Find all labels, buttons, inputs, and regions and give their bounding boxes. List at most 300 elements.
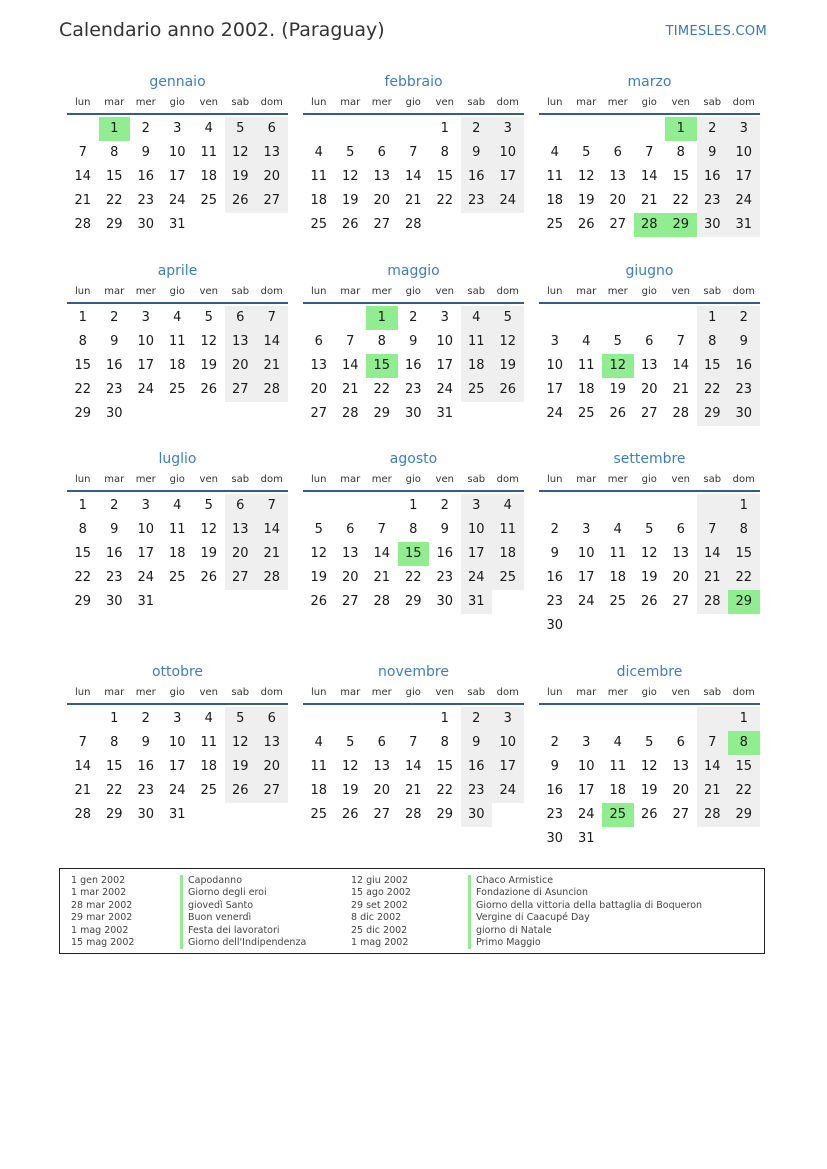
month-name: novembre [378, 664, 449, 680]
day-cell: 9 [110, 334, 119, 349]
weekday-label: ven [199, 474, 218, 485]
day-cell: 4 [204, 121, 213, 136]
day-cell: 20 [310, 382, 328, 397]
weekend-day-cell: 13 [225, 518, 257, 542]
weekend-day-cell: 7 [256, 494, 288, 518]
day-cell: 14 [404, 759, 422, 774]
weekday-label: mar [576, 97, 597, 108]
day-cell: 23 [105, 570, 123, 585]
month-name: febbraio [384, 74, 443, 90]
day-cell: 12 [310, 546, 328, 561]
legend-date: 29 set 2002 [351, 899, 408, 911]
day-cell: 15 [105, 169, 123, 184]
weekday-label: mer [135, 474, 156, 485]
weekend-day-cell: 22 [697, 378, 729, 402]
day-cell: 7 [645, 145, 654, 160]
day-cell: 30 [137, 807, 155, 822]
holiday-day-cell: 29 [728, 590, 760, 614]
day-cell: 17 [168, 759, 186, 774]
day-cell: 29 [373, 406, 391, 421]
weekday-label: dom [260, 97, 283, 108]
weekday-label: mar [340, 97, 361, 108]
day-cell: 19 [341, 193, 359, 208]
day-cell: 4 [173, 498, 182, 513]
day-cell: 9 [141, 145, 150, 160]
holiday-day-cell: 15 [366, 354, 398, 378]
day-cell: 31 [436, 406, 454, 421]
day-empty [539, 707, 571, 731]
day-cell: 13 [640, 358, 658, 373]
day-cell: 4 [204, 711, 213, 726]
day-cell: 12 [200, 522, 218, 537]
weekday-label: gio [641, 286, 657, 297]
day-cell: 8 [409, 522, 418, 537]
day-cell: 7 [377, 522, 386, 537]
weekend-day-cell: 15 [728, 542, 760, 566]
weekday-label: ven [435, 286, 454, 297]
day-cell: 15 [436, 169, 454, 184]
day-cell: 29 [436, 807, 454, 822]
day-cell: 22 [404, 570, 422, 585]
day-cell: 26 [640, 594, 658, 609]
month-name: aprile [157, 263, 198, 279]
day-cell: 16 [105, 546, 123, 561]
day-empty [539, 306, 571, 330]
weekend-day-cell: 23 [728, 378, 760, 402]
holiday-day-cell: 28 [634, 213, 666, 237]
day-cell: 16 [546, 783, 564, 798]
weekday-label: lun [311, 97, 327, 108]
day-cell: 18 [310, 193, 328, 208]
day-cell: 6 [377, 145, 386, 160]
day-cell: 23 [404, 382, 422, 397]
day-cell: 12 [577, 169, 595, 184]
weekday-label: ven [435, 474, 454, 485]
day-cell: 7 [409, 735, 418, 750]
day-cell: 12 [341, 759, 359, 774]
day-cell: 21 [404, 783, 422, 798]
weekday-label: gio [641, 474, 657, 485]
day-grid [303, 304, 524, 426]
month-aprile [67, 260, 288, 426]
day-empty [366, 117, 398, 141]
day-cell: 27 [341, 594, 359, 609]
weekend-day-cell: 12 [492, 330, 524, 354]
day-grid [67, 492, 288, 614]
day-cell: 31 [137, 594, 155, 609]
legend-holiday-name: Giorno dell'Indipendenza [180, 937, 306, 949]
weekend-day-cell: 4 [492, 494, 524, 518]
day-cell: 26 [200, 382, 218, 397]
weekday-label: gio [169, 286, 185, 297]
day-cell: 14 [74, 759, 92, 774]
day-cell: 14 [74, 169, 92, 184]
holiday-day-cell: 15 [398, 542, 430, 566]
day-cell: 26 [341, 217, 359, 232]
day-cell: 3 [141, 310, 150, 325]
day-cell: 29 [105, 807, 123, 822]
day-cell: 8 [440, 145, 449, 160]
weekend-day-cell: 13 [225, 330, 257, 354]
day-cell: 3 [173, 711, 182, 726]
legend-date: 15 ago 2002 [351, 887, 411, 899]
day-cell: 5 [613, 334, 622, 349]
day-cell: 11 [168, 334, 186, 349]
day-cell: 3 [582, 522, 591, 537]
weekday-label: dom [732, 97, 755, 108]
day-cell: 2 [110, 498, 119, 513]
weekday-label: mar [576, 687, 597, 698]
day-cell: 2 [550, 522, 559, 537]
day-cell: 13 [672, 759, 690, 774]
day-grid [539, 304, 760, 426]
weekend-day-cell: 30 [697, 213, 729, 237]
day-cell: 22 [105, 193, 123, 208]
brand-link[interactable]: TIMESLES.COM [665, 24, 767, 39]
day-cell: 1 [78, 310, 87, 325]
weekday-label: mer [371, 687, 392, 698]
weekend-day-cell: 24 [492, 779, 524, 803]
day-cell: 11 [546, 169, 564, 184]
day-empty [67, 117, 99, 141]
day-empty [634, 494, 666, 518]
holiday-legend [59, 868, 765, 954]
day-grid [539, 115, 760, 237]
legend-holiday-name: giorno di Natale [468, 925, 702, 937]
day-cell: 3 [582, 735, 591, 750]
day-cell: 15 [672, 169, 690, 184]
weekend-day-cell: 30 [461, 803, 493, 827]
day-cell: 25 [168, 570, 186, 585]
day-cell: 2 [110, 310, 119, 325]
weekday-header [303, 683, 524, 705]
legend-holiday-name: Festa dei lavoratori [180, 925, 306, 937]
day-cell: 18 [168, 546, 186, 561]
day-cell: 7 [78, 145, 87, 160]
weekend-day-cell: 3 [728, 117, 760, 141]
weekday-label: gio [405, 286, 421, 297]
weekend-day-cell: 1 [697, 306, 729, 330]
day-cell: 9 [110, 522, 119, 537]
day-cell: 19 [609, 382, 627, 397]
day-cell: 10 [577, 546, 595, 561]
weekday-label: sab [231, 687, 250, 698]
day-cell: 17 [168, 169, 186, 184]
day-cell: 23 [546, 594, 564, 609]
weekend-day-cell: 23 [461, 779, 493, 803]
weekend-day-cell: 11 [492, 518, 524, 542]
day-cell: 21 [640, 193, 658, 208]
month-giugno [539, 260, 760, 426]
weekday-label: mer [135, 286, 156, 297]
day-cell: 12 [640, 546, 658, 561]
weekend-day-cell: 16 [461, 165, 493, 189]
day-cell: 25 [577, 406, 595, 421]
day-empty [335, 306, 367, 330]
day-cell: 4 [314, 145, 323, 160]
day-cell: 10 [577, 759, 595, 774]
day-empty [602, 117, 634, 141]
day-cell: 28 [74, 807, 92, 822]
day-cell: 5 [346, 735, 355, 750]
weekday-label: lun [547, 687, 563, 698]
weekday-label: mar [104, 286, 125, 297]
weekend-day-cell: 5 [225, 707, 257, 731]
weekend-day-cell: 19 [225, 165, 257, 189]
day-grid [539, 492, 760, 638]
weekend-day-cell: 23 [461, 189, 493, 213]
weekday-label: mer [371, 286, 392, 297]
weekend-day-cell: 6 [225, 494, 257, 518]
weekend-day-cell: 17 [492, 165, 524, 189]
day-cell: 19 [200, 546, 218, 561]
day-empty [571, 306, 603, 330]
day-cell: 9 [550, 759, 559, 774]
month-name: ottobre [151, 664, 204, 680]
weekday-label: gio [405, 97, 421, 108]
day-cell: 5 [314, 522, 323, 537]
day-cell: 27 [672, 807, 690, 822]
day-cell: 22 [74, 382, 92, 397]
day-cell: 25 [310, 217, 328, 232]
day-empty [335, 494, 367, 518]
day-cell: 8 [377, 334, 386, 349]
weekend-day-cell: 1 [728, 707, 760, 731]
month-febbraio [303, 71, 524, 237]
day-cell: 26 [640, 807, 658, 822]
day-cell: 3 [173, 121, 182, 136]
month-gennaio [67, 71, 288, 237]
weekend-day-cell: 17 [728, 165, 760, 189]
day-cell: 11 [200, 735, 218, 750]
weekday-header [67, 93, 288, 115]
day-empty [634, 306, 666, 330]
day-cell: 23 [105, 382, 123, 397]
weekend-day-cell: 2 [728, 306, 760, 330]
day-cell: 25 [200, 783, 218, 798]
weekend-day-cell: 16 [697, 165, 729, 189]
weekday-label: lun [547, 97, 563, 108]
month-ottobre [67, 661, 288, 827]
weekend-day-cell: 27 [256, 779, 288, 803]
weekend-day-cell: 26 [225, 779, 257, 803]
weekend-day-cell: 25 [461, 378, 493, 402]
weekend-day-cell: 23 [697, 189, 729, 213]
day-empty [665, 707, 697, 731]
day-cell: 26 [200, 570, 218, 585]
day-empty [539, 117, 571, 141]
weekday-label: gio [169, 474, 185, 485]
weekday-label: mer [135, 97, 156, 108]
weekday-label: dom [732, 286, 755, 297]
legend-holiday-name: Fondazione di Asuncion [468, 887, 702, 899]
day-cell: 6 [314, 334, 323, 349]
day-cell: 9 [409, 334, 418, 349]
day-cell: 4 [550, 145, 559, 160]
day-cell: 4 [582, 334, 591, 349]
month-name: maggio [387, 263, 440, 279]
day-empty [602, 707, 634, 731]
day-cell: 10 [546, 358, 564, 373]
day-cell: 1 [440, 121, 449, 136]
day-cell: 25 [310, 807, 328, 822]
legend-holiday-name: Buon venerdì [180, 912, 306, 924]
holiday-day-cell: 12 [602, 354, 634, 378]
weekend-day-cell: 10 [461, 518, 493, 542]
weekday-header [539, 683, 760, 705]
month-settembre [539, 448, 760, 638]
weekday-label: mar [576, 286, 597, 297]
month-agosto [303, 448, 524, 614]
day-cell: 31 [168, 217, 186, 232]
day-cell: 6 [676, 522, 685, 537]
day-empty [366, 494, 398, 518]
day-grid [303, 705, 524, 827]
weekday-label: mar [104, 474, 125, 485]
day-cell: 3 [550, 334, 559, 349]
day-empty [303, 494, 335, 518]
day-cell: 14 [404, 169, 422, 184]
weekday-label: lun [75, 97, 91, 108]
day-grid [67, 115, 288, 237]
weekend-day-cell: 12 [225, 141, 257, 165]
day-cell: 17 [577, 783, 595, 798]
day-cell: 3 [440, 310, 449, 325]
day-cell: 29 [74, 594, 92, 609]
day-cell: 20 [640, 382, 658, 397]
day-cell: 1 [110, 711, 119, 726]
weekday-label: lun [547, 286, 563, 297]
day-cell: 20 [373, 783, 391, 798]
holiday-day-cell: 29 [665, 213, 697, 237]
day-cell: 19 [577, 193, 595, 208]
weekday-label: gio [641, 687, 657, 698]
day-grid [67, 705, 288, 827]
weekend-day-cell: 14 [697, 755, 729, 779]
weekend-day-cell: 16 [728, 354, 760, 378]
weekend-day-cell: 19 [492, 354, 524, 378]
day-cell: 13 [672, 546, 690, 561]
legend-date: 1 mag 2002 [71, 924, 129, 936]
day-cell: 30 [546, 831, 564, 846]
day-cell: 9 [440, 522, 449, 537]
day-cell: 11 [200, 145, 218, 160]
weekday-label: sab [703, 474, 722, 485]
legend-date: 15 mag 2002 [71, 936, 135, 948]
legend-dates-left [71, 875, 134, 949]
day-cell: 8 [676, 145, 685, 160]
weekend-day-cell: 2 [461, 117, 493, 141]
day-cell: 23 [137, 193, 155, 208]
day-cell: 26 [310, 594, 328, 609]
day-cell: 17 [436, 358, 454, 373]
legend-date: 8 dic 2002 [351, 912, 402, 924]
day-cell: 23 [546, 807, 564, 822]
legend-names-right [468, 875, 702, 949]
day-cell: 19 [310, 570, 328, 585]
weekday-label: dom [260, 687, 283, 698]
day-cell: 9 [550, 546, 559, 561]
weekend-day-cell: 13 [256, 141, 288, 165]
day-empty [303, 707, 335, 731]
day-cell: 12 [341, 169, 359, 184]
day-cell: 2 [409, 310, 418, 325]
weekday-label: lun [547, 474, 563, 485]
holiday-day-cell: 8 [728, 731, 760, 755]
weekday-header [303, 470, 524, 492]
day-cell: 10 [436, 334, 454, 349]
day-cell: 14 [341, 358, 359, 373]
day-cell: 22 [105, 783, 123, 798]
legend-date: 12 giu 2002 [351, 875, 408, 886]
day-cell: 16 [137, 169, 155, 184]
weekday-label: sab [467, 474, 486, 485]
day-cell: 25 [168, 382, 186, 397]
weekend-day-cell: 5 [492, 306, 524, 330]
day-cell: 19 [640, 570, 658, 585]
weekday-header [539, 470, 760, 492]
weekend-day-cell: 27 [225, 378, 257, 402]
weekend-day-cell: 18 [492, 542, 524, 566]
weekend-day-cell: 24 [492, 189, 524, 213]
day-cell: 30 [137, 217, 155, 232]
day-cell: 8 [110, 735, 119, 750]
weekend-day-cell: 7 [256, 306, 288, 330]
weekend-day-cell: 7 [697, 731, 729, 755]
day-cell: 5 [645, 522, 654, 537]
weekday-label: gio [405, 474, 421, 485]
day-cell: 24 [168, 783, 186, 798]
day-cell: 15 [74, 546, 92, 561]
day-empty [665, 306, 697, 330]
weekend-day-cell: 9 [461, 731, 493, 755]
weekend-day-cell: 14 [697, 542, 729, 566]
weekend-day-cell: 17 [492, 755, 524, 779]
weekday-label: sab [703, 687, 722, 698]
weekend-day-cell: 20 [256, 755, 288, 779]
day-cell: 18 [310, 783, 328, 798]
weekend-day-cell: 3 [461, 494, 493, 518]
weekday-label: lun [311, 286, 327, 297]
day-cell: 16 [137, 759, 155, 774]
day-cell: 30 [105, 594, 123, 609]
day-cell: 20 [373, 193, 391, 208]
day-cell: 8 [440, 735, 449, 750]
day-cell: 26 [609, 406, 627, 421]
legend-date: 1 mar 2002 [71, 887, 127, 899]
weekend-day-cell: 9 [728, 330, 760, 354]
day-empty [697, 494, 729, 518]
day-empty [539, 494, 571, 518]
day-cell: 29 [404, 594, 422, 609]
weekend-day-cell: 31 [461, 590, 493, 614]
weekday-label: mar [104, 97, 125, 108]
weekday-label: sab [467, 687, 486, 698]
day-cell: 22 [436, 193, 454, 208]
day-cell: 28 [341, 406, 359, 421]
day-cell: 22 [436, 783, 454, 798]
weekend-day-cell: 20 [225, 542, 257, 566]
weekday-label: sab [231, 474, 250, 485]
weekend-day-cell: 26 [225, 189, 257, 213]
weekday-label: gio [169, 97, 185, 108]
weekend-day-cell: 6 [256, 707, 288, 731]
month-name: settembre [613, 451, 686, 467]
day-cell: 12 [200, 334, 218, 349]
day-empty [634, 117, 666, 141]
weekend-day-cell: 22 [728, 566, 760, 590]
day-cell: 17 [137, 358, 155, 373]
